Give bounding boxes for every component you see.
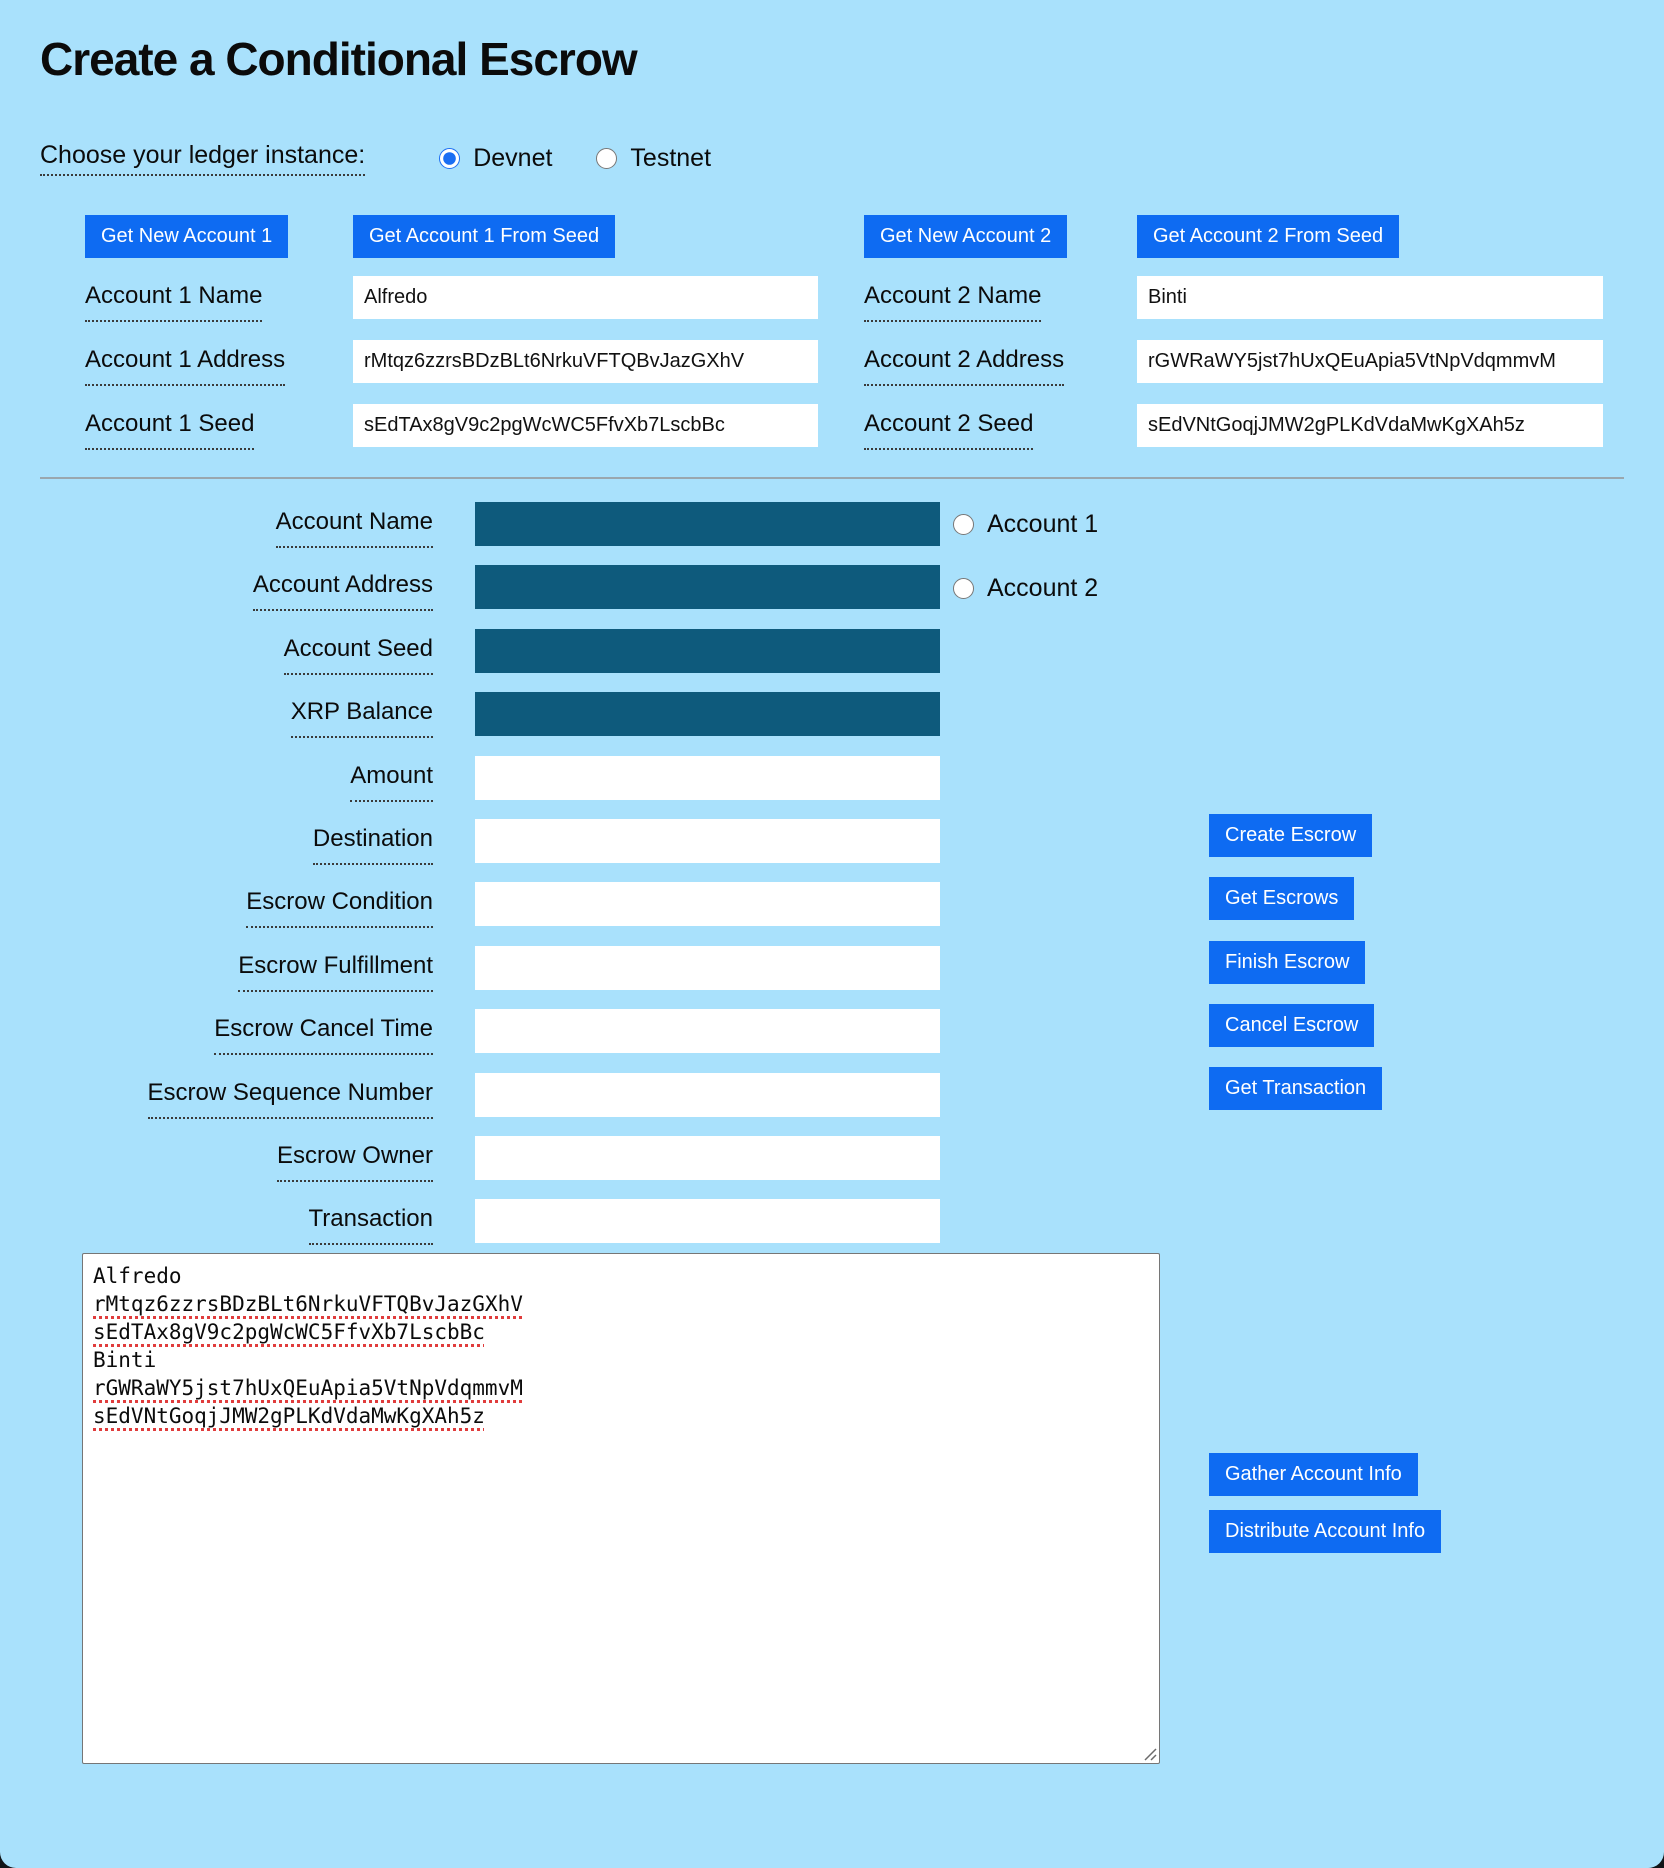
transaction-label: Transaction [40, 1199, 433, 1243]
account-address-field[interactable] [475, 565, 940, 609]
account-2-radio[interactable] [953, 578, 974, 599]
cancel-escrow-button[interactable]: Cancel Escrow [1209, 1004, 1374, 1047]
amount-field[interactable] [475, 756, 940, 800]
account-seed-field[interactable] [475, 629, 940, 673]
get-escrows-button[interactable]: Get Escrows [1209, 877, 1354, 920]
xrp-balance-label: XRP Balance [40, 692, 433, 736]
get-account-1-from-seed-button[interactable]: Get Account 1 From Seed [353, 215, 615, 258]
account-2-name-input[interactable] [1137, 276, 1603, 319]
account-2-name-label: Account 2 Name [864, 276, 1041, 320]
account-name-field[interactable] [475, 502, 940, 546]
resize-handle-icon[interactable] [1141, 1745, 1157, 1761]
account-1-name-input[interactable] [353, 276, 818, 319]
escrow-fulfillment-field[interactable] [475, 946, 940, 990]
ledger-option-testnet[interactable] [596, 144, 711, 173]
page-title: Create a Conditional Escrow [40, 33, 637, 85]
result-line: Alfredo [93, 1264, 182, 1288]
account-seed-label: Account Seed [40, 629, 433, 673]
ledger-instance-label: Choose your ledger instance: [40, 141, 365, 176]
get-new-account-1-button[interactable]: Get New Account 1 [85, 215, 288, 258]
account-2-address-input[interactable] [1137, 340, 1603, 383]
get-transaction-button[interactable]: Get Transaction [1209, 1067, 1382, 1110]
escrow-condition-field[interactable] [475, 882, 940, 926]
gather-account-info-button[interactable]: Gather Account Info [1209, 1453, 1418, 1496]
devnet-label: Devnet [473, 143, 553, 172]
account-name-label: Account Name [40, 502, 433, 546]
amount-label: Amount [40, 756, 433, 800]
finish-escrow-button[interactable]: Finish Escrow [1209, 941, 1365, 984]
destination-field[interactable] [475, 819, 940, 863]
get-new-account-2-button[interactable]: Get New Account 2 [864, 215, 1067, 258]
escrow-owner-label: Escrow Owner [40, 1136, 433, 1180]
escrow-cancel-time-label: Escrow Cancel Time [40, 1009, 433, 1053]
ledger-option-devnet[interactable] [439, 144, 552, 173]
account-1-seed-label: Account 1 Seed [85, 404, 254, 448]
distribute-account-info-button[interactable]: Distribute Account Info [1209, 1510, 1441, 1553]
escrow-condition-label: Escrow Condition [40, 882, 433, 926]
account-2-seed-label: Account 2 Seed [864, 404, 1033, 448]
escrow-owner-field[interactable] [475, 1136, 940, 1180]
result-line: sEdTAx8gV9c2pgWcWC5FfvXb7LscbBc [93, 1320, 485, 1344]
account-2-radio-option[interactable] [953, 566, 1098, 610]
results-textarea[interactable] [82, 1253, 1160, 1764]
account-1-seed-input[interactable] [353, 404, 818, 447]
account-1-radio-label: Account 1 [987, 509, 1099, 538]
xrp-balance-field[interactable] [475, 692, 940, 736]
account-2-radio-label: Account 2 [987, 573, 1099, 602]
account-1-address-label: Account 1 Address [85, 340, 285, 384]
testnet-radio[interactable] [596, 148, 617, 169]
account-1-name-label: Account 1 Name [85, 276, 262, 320]
escrow-cancel-time-field[interactable] [475, 1009, 940, 1053]
account-1-address-input[interactable] [353, 340, 818, 383]
account-1-radio[interactable] [953, 514, 974, 535]
result-line: rGWRaWY5jst7hUxQEuApia5VtNpVdqmmvM [93, 1376, 523, 1400]
escrow-fulfillment-label: Escrow Fulfillment [40, 946, 433, 990]
account-2-address-label: Account 2 Address [864, 340, 1064, 384]
account-address-label: Account Address [40, 565, 433, 609]
testnet-label: Testnet [630, 143, 712, 172]
devnet-radio[interactable] [439, 148, 460, 169]
escrow-sequence-number-field[interactable] [475, 1073, 940, 1117]
escrow-sequence-number-label: Escrow Sequence Number [40, 1073, 433, 1117]
create-escrow-button[interactable]: Create Escrow [1209, 814, 1372, 857]
account-2-seed-input[interactable] [1137, 404, 1603, 447]
account-1-radio-option[interactable] [953, 502, 1098, 546]
get-account-2-from-seed-button[interactable]: Get Account 2 From Seed [1137, 215, 1399, 258]
result-line: Binti [93, 1348, 157, 1372]
section-divider [40, 477, 1624, 479]
transaction-field[interactable] [475, 1199, 940, 1243]
result-line: rMtqz6zzrsBDzBLt6NrkuVFTQBvJazGXhV [93, 1292, 523, 1316]
destination-label: Destination [40, 819, 433, 863]
result-line: sEdVNtGoqjJMW2gPLKdVdaMwKgXAh5z [93, 1404, 485, 1428]
ledger-instance-row [40, 138, 711, 178]
